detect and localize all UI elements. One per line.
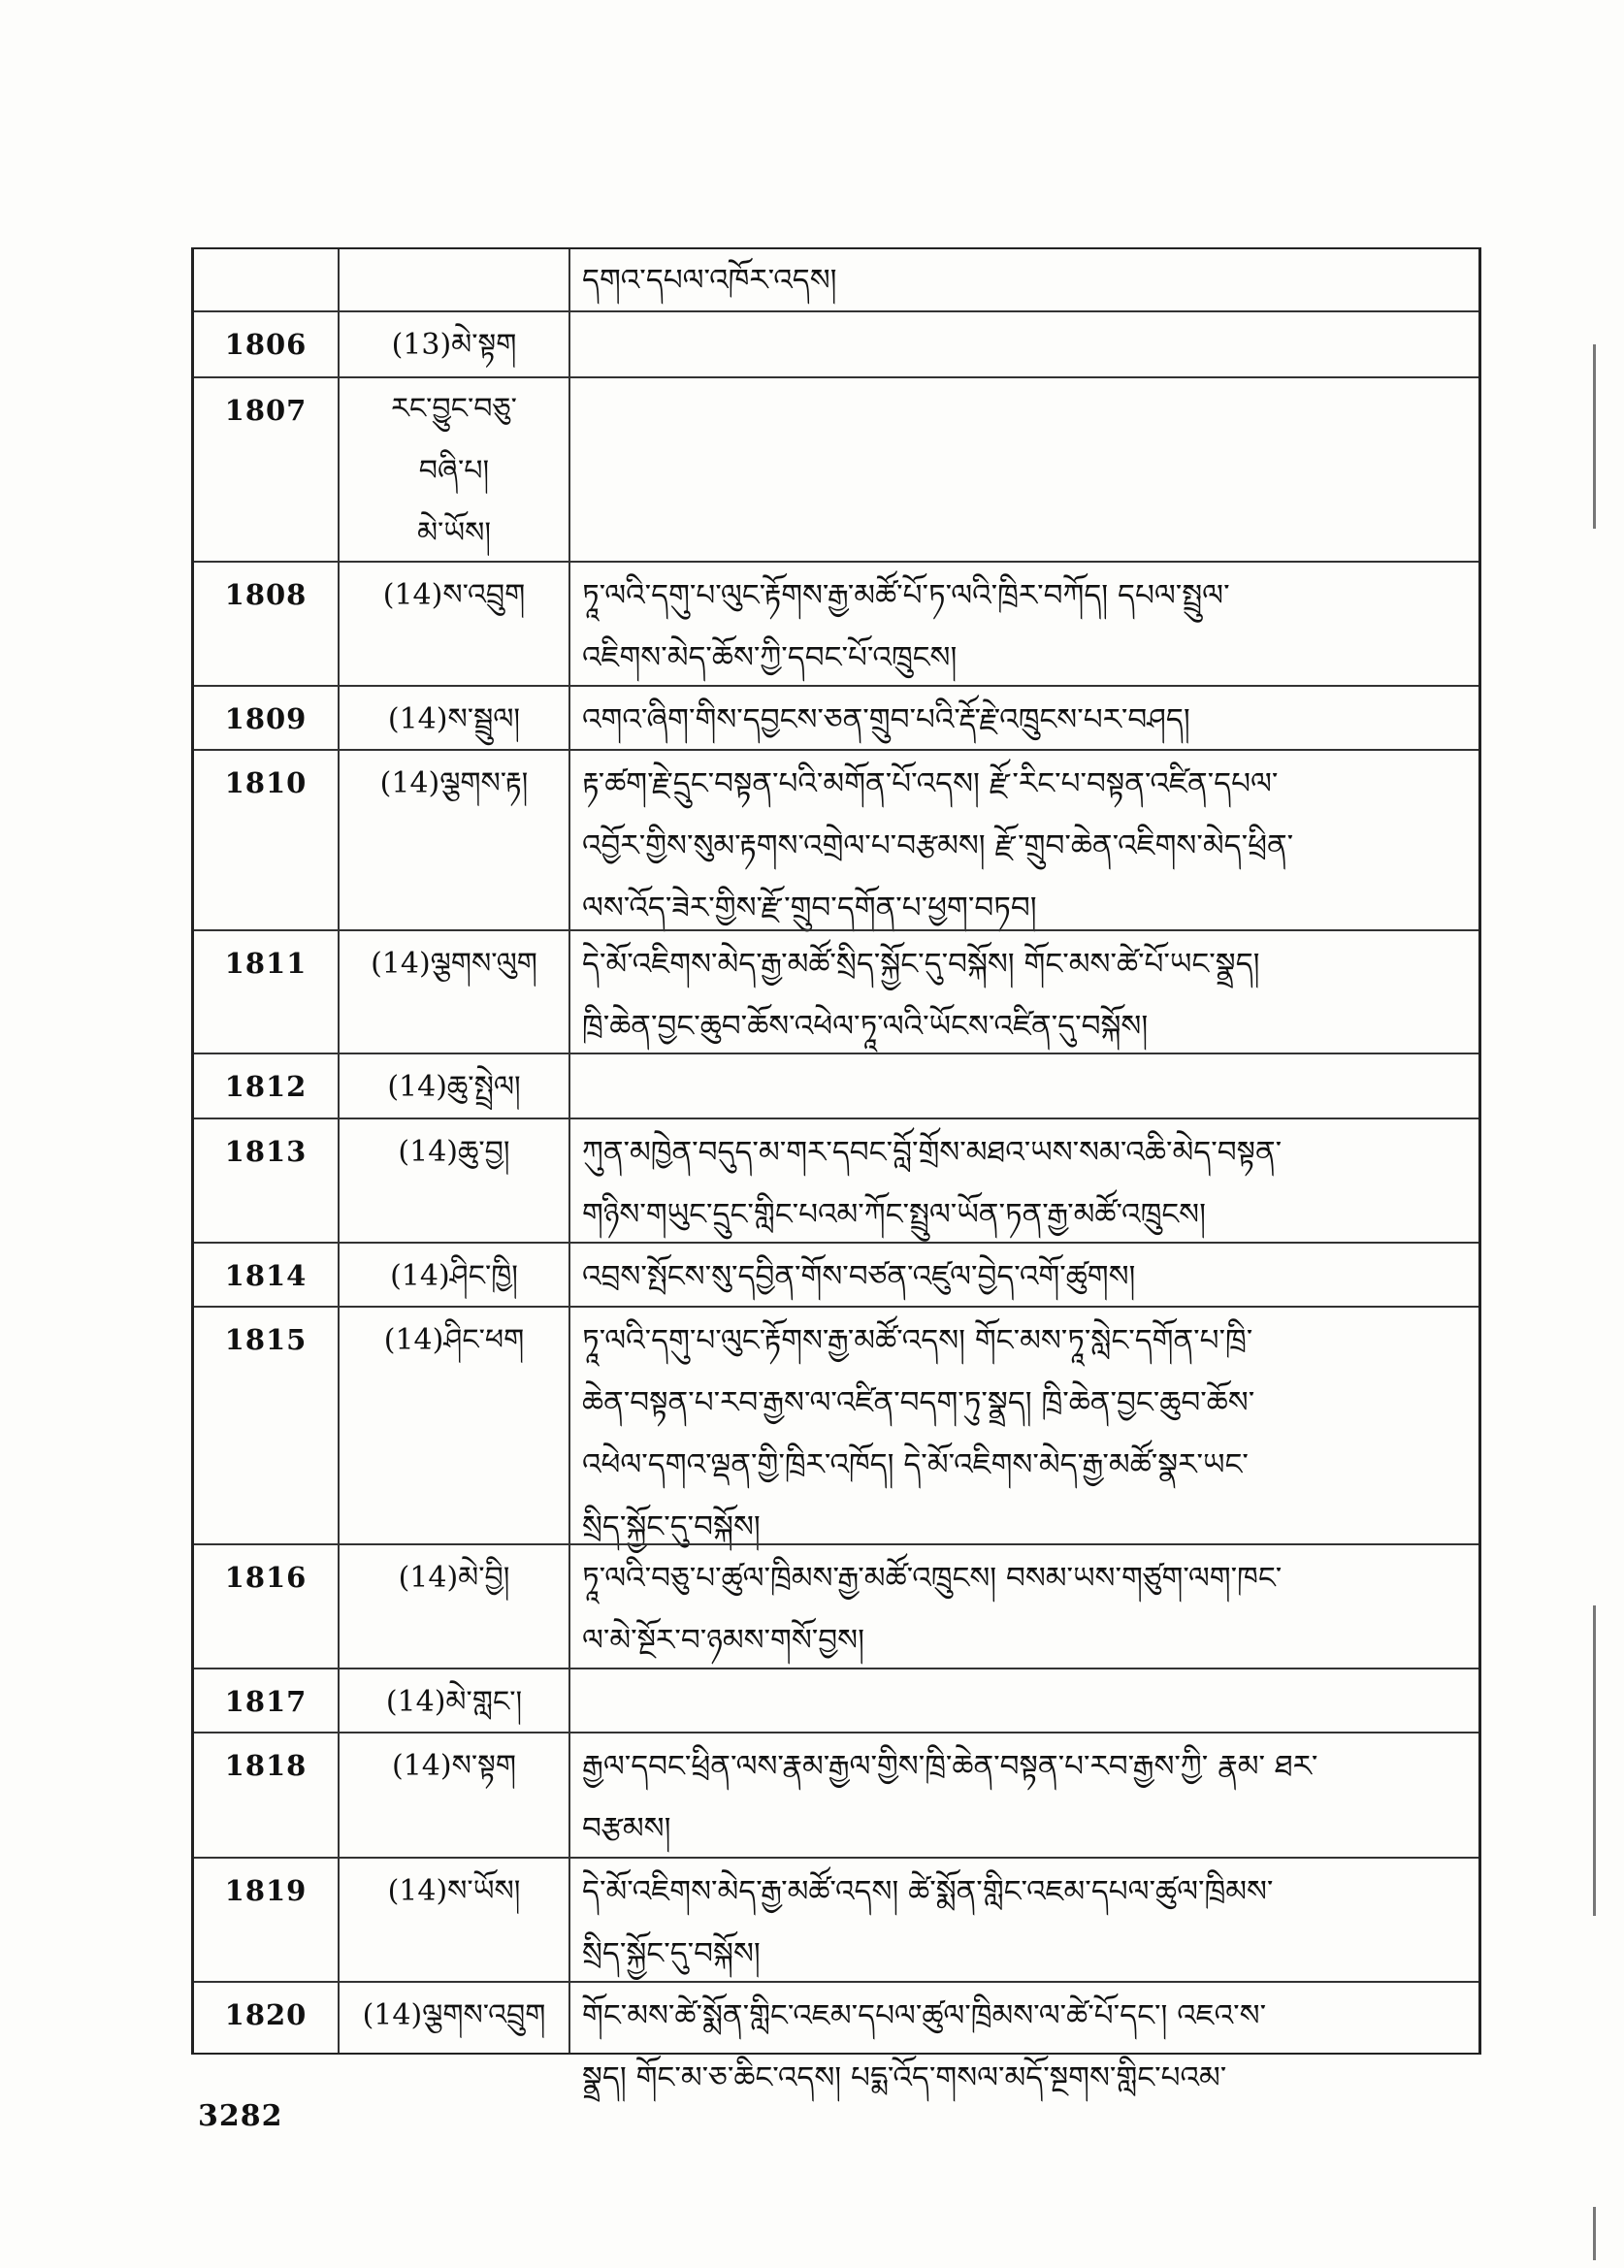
name-cell: (14)ཆུ་བྱ། — [398, 1135, 510, 1169]
table-row — [194, 1543, 1478, 1668]
year-cell: 1818 — [224, 1749, 308, 1782]
description-cell: གོང་མས་ཚེ་སྨོན་གླིང་འཇམ་དཔལ་ཚུལ་ཁྲིམས་ལ་ཚེ་པོ་དང་། འཇའ་ས་ སྣྲད། གོང་མ་ཅ་ཆིང་འདས། པདྨ་འོད་གསལ་མདོ་སྔགས་གླིང་པའམ་ — [582, 1998, 1267, 2095]
table-row — [194, 685, 1478, 749]
year-cell: 1809 — [224, 702, 308, 735]
name-cell: (14)མེ་བྱི། — [398, 1561, 510, 1595]
table-row — [194, 376, 1478, 561]
table-row — [194, 929, 1478, 1053]
name-cell: (14)ཆུ་སྤྲེལ། — [387, 1070, 521, 1104]
name-cell: (14)ས་ཡོས། — [387, 1874, 521, 1908]
name-cell: རང་བྱུང་བཅུ་ བཞི་པ། མེ་ཡོས། — [391, 392, 517, 550]
year-cell: 1817 — [224, 1685, 308, 1718]
year-cell: 1808 — [224, 578, 308, 611]
name-cell: (14)ཤིང་ཕག — [383, 1323, 525, 1357]
table-row — [194, 310, 1478, 376]
page-number: 3282 — [198, 2099, 283, 2133]
year-cell: 1811 — [224, 947, 308, 980]
year-cell: 1810 — [224, 766, 308, 799]
name-cell: (14)ལྕགས་རྟ། — [379, 766, 529, 800]
table-row — [194, 1668, 1478, 1732]
table-row — [194, 1306, 1478, 1543]
chronology-table — [191, 247, 1481, 2095]
year-cell: 1812 — [224, 1070, 308, 1103]
scan-edge-mark — [1593, 344, 1596, 529]
description-cell: དེ་མོ་འཇིགས་མེད་རྒྱ་མཚོ་སྲིད་སྐྱོང་དུ་བསྐོས། གོང་མས་ཚེ་པོ་ཡང་སྣྲད། ཁྲི་ཆེན་བྱང་ཆུབ་ཆོས་འཕེལ་ཏཱ་ལའི་ཡོངས་འཛིན་དུ་བསྐོས། — [582, 947, 1260, 1044]
year-cell: 1819 — [224, 1874, 308, 1907]
name-cell: (13)མེ་སྟག — [391, 328, 517, 362]
table-row — [194, 1732, 1478, 1857]
year-cell: 1807 — [224, 394, 308, 427]
table-row — [194, 1981, 1478, 2095]
scan-edge-mark — [1593, 2207, 1596, 2260]
year-cell: 1815 — [224, 1323, 308, 1356]
name-cell: (14)ས་སྦྲུལ། — [387, 702, 521, 736]
table-row — [194, 247, 1478, 310]
table-row — [194, 1053, 1478, 1118]
name-cell: (14)ལྕགས་འབྲུག — [362, 1998, 546, 2032]
description-cell: ཏཱ་ལའི་བཅུ་པ་ཚུལ་ཁྲིམས་རྒྱ་མཚོ་འཁྲུངས། བསམ་ཡས་གཙུག་ལག་ཁང་ ལ་མེ་སྔོར་བ་ཉམས་གསོ་བྱས། — [582, 1561, 1283, 1658]
name-cell: (14)ས་སྟག — [391, 1749, 516, 1783]
year-cell: 1813 — [224, 1135, 308, 1168]
table-row — [194, 561, 1478, 685]
table-row — [194, 1118, 1478, 1242]
table-row — [194, 1857, 1478, 1981]
name-cell: (14)ལྕགས་ལུག — [371, 947, 537, 981]
year-cell: 1816 — [224, 1561, 308, 1594]
table-row — [194, 1242, 1478, 1306]
description-cell: འགའ་ཞིག་གིས་དབྱངས་ཅན་གྲུབ་པའི་རྡོ་རྗེ་འཁྲུངས་པར་བཤད། — [582, 702, 1190, 737]
description-cell: ཀུན་མཁྱེན་བདུད་མ་གར་དབང་བློ་གྲོས་མཐའ་ཡས་སམ་འཆི་མེད་བསྟན་ གཉིས་གཡུང་དྲུང་གླིང་པའམ་ཀོང་སྤྲུལ་ཡོན་ཏན་རྒྱ་མཚོ་འཁྲུངས། — [582, 1135, 1283, 1232]
name-cell: (14)ཤིང་ཁྱི། — [390, 1259, 518, 1293]
name-cell: (14)ས་འབྲུག — [382, 578, 526, 612]
description-cell: དགའ་དཔལ་འཁོར་འདས། — [582, 263, 837, 298]
table-row — [194, 749, 1478, 929]
description-cell: ཏཱ་ལའི་དགུ་པ་ལུང་རྟོགས་རྒྱ་མཚོ་འདས། གོང་མས་ཏཱ་སླེང་དགོན་པ་ཁྲི་ ཆེན་བསྟན་པ་རབ་རྒྱས་ལ་འཛིན་བདག་ཏུ་སྣྲད། ཁྲི་ཆེན་བྱང་ཆུབ་ཆོས་ འཕེལ་དགའ་ལྡན་གྱི་ཁྲིར་འཁོད། དེ་མོ་འཇིགས་མེད་རྒྱ་མཚོ་སྣར་ཡང་ སྲིད་སྐྱོང་དུ་བསྐོས། — [582, 1323, 1255, 1544]
description-cell: ཏཱ་ལའི་དགུ་པ་ལུང་རྟོགས་རྒྱ་མཚོ་པོ་ཏ་ལའི་ཁྲིར་བཀོད། དཔལ་སྤྲུལ་ འཇིགས་མེད་ཆོས་ཀྱི་དབང་པོ་འཁྲུངས། — [582, 578, 1230, 675]
scan-edge-mark — [1593, 1605, 1596, 1916]
description-cell: དེ་མོ་འཇིགས་མེད་རྒྱ་མཚོ་འདས། ཚེ་སྨོན་གླིང་འཇམ་དཔལ་ཚུལ་ཁྲིམས་ སྲིད་སྐྱོང་དུ་བསྐོས། — [582, 1874, 1274, 1971]
year-cell: 1806 — [224, 328, 308, 361]
description-cell: འབྲས་སྤོངས་སུ་དབྱིན་གོས་བཙན་འཛུལ་བྱེད་འགོ་ཚུགས། — [582, 1259, 1136, 1294]
year-cell: 1820 — [224, 1998, 308, 2031]
description-cell: རྒྱལ་དབང་ཕྲིན་ལས་རྣམ་རྒྱལ་གྱིས་ཁྲི་ཆེན་བསྟན་པ་རབ་རྒྱས་ཀྱི་ རྣམ་ ཐར་ བརྩམས། — [582, 1749, 1318, 1846]
year-cell: 1814 — [224, 1259, 308, 1292]
description-cell: རྟ་ཚག་རྗེ་དྲུང་བསྟན་པའི་མགོན་པོ་འདས། རྫོ་རིང་པ་བསྟན་འཛིན་དཔལ་ འབྱོར་གྱིས་སུམ་རྟགས་འགྲེལ་པ་བརྩམས། རྫོ་གྲུབ་ཆེན་འཇིགས་མེད་ཕྲིན་ ལས་འོད་ཟེར་གྱིས་རྫོ་གྲུབ་དགོན་པ་ཕྱག་བཏབ། — [582, 766, 1294, 925]
name-cell: (14)མེ་གླང་། — [385, 1685, 523, 1719]
